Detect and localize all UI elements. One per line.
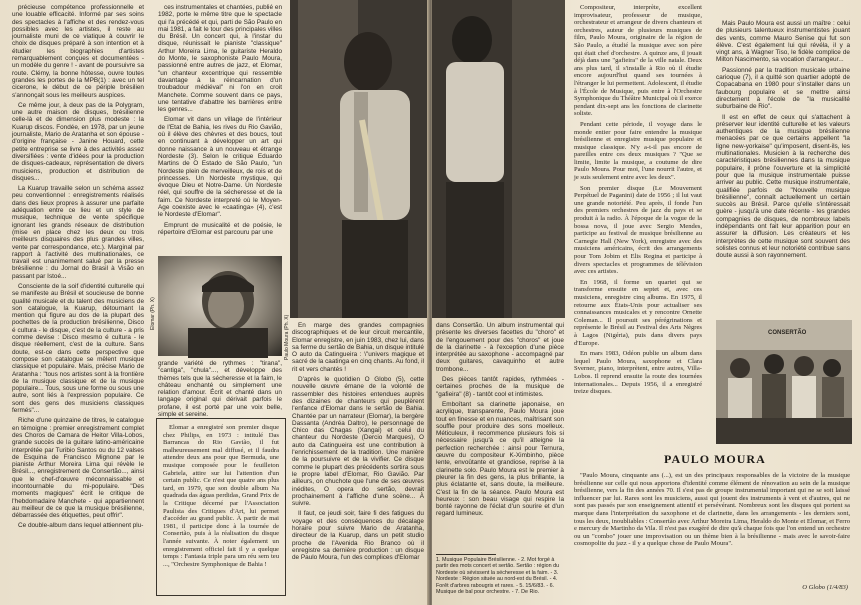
consertao-group-photo [716,320,852,444]
paragraph: D'après le quotidien O Globo (5), cette nouvelle œuvre émane de la volonté de rassembler des histoires entendues auprès des dizaines de chanteurs qui peuplèrent l'enfance d'Elomar dans le sertão de Bahia. Chantée par un narrateur (Elomar), la bergère Dassanta (Andréa Daltro), le personnage de Chico das Chagas (Xangai) et celui du chanteur du Nordeste (Dercio Marques), O auto da Catingueira est une contribution à l'enrichissement de la tradition. Une manière de la poursuivre et de la vivifier. Ce disque comme le plupart des précédents sortira sous le propre label d'Elomar, Rio Gavião. Par ailleurs, on chuchote que l'une de ses œuvres inédites, O opera do sertão, devrait prochainement à l'affiche d'une scène... À suivre. [292,376,424,508]
right-column-1 [436,322,564,550]
quote-box-title: PAULO MOURA [664,452,766,466]
paragraph: précieuse compétence professionnelle et une louable efficacité. Informé par ses soins des spectacles à l'affiche et des rendez-vous possibles avec les artistes, il reste au journaliste muni de ce viatique à couvrir le choix de disques préparé à son intention et à étudier les biographies d'artistes remarquablement conçues et documentées - un modèle du genre ! - avant de poursuivre sa route. Clémy, la bonne hôtesse, ouvre toutes grandes les portes de la MPB(1) : avec un tel cicerone, le début de ce périple brésilien s'annonçait sous les meilleurs auspices. [12,4,144,99]
consertao-sign-text: CONSERTÃO [768,330,807,336]
paragraph: Son premier disque (Le Mouvement Perpétuel de Paganini) date de 1956 ; il lui vaut une grande notoriété. Peu après, il fonde l'un des premiers orchestres de jazz du pays et se produit à la radio. À l'époque de la vogue de la bossa nova, il joue avec Sergio Mendes, participe au festival de musique brésilienne au Carnegie Hall (New York), enregistre avec des musiciens américains, écrit des arrangements pour Tom Jobim et Elis Regina et participe à divers spectacles et programmes de télévision avec ces artistes. [574,184,702,276]
paragraph: En 1968, il forme un quartet qui se transforme ensuite en septet et, avec ces musiciens, enregistre cinq albums. En 1975, il retourne aux États-Unis pour actualiser ses connaissances musicales et y rencontre Ornette Coleman... Il poursuit ses pérégrinations et représente le Brésil au Festival des Arts Nègres à Lagos (Nigéria), puis dans divers pays d'Europe. [574,278,702,347]
paragraph: En mars 1983, Odéon publie un album dans lequel Paulo Moura, saxophone et Clara Sverner, piano, interprètent, entre autres, Villa-Lobos. Il reprend ensuite la route des tournées internationales... Depuis 1956, il a enregistré treize disques. [574,350,702,396]
paragraph: Ce même jour, à deux pas de la Polygram, une autre maison de disques, brésilienne celle-là et de dimension plus modeste : la Kuarup discos. Fondée, en 1978, par un jeune journaliste, Mario de Aratanha et son épouse - d'origine française - Janine Houard, cette petite entreprise se livre à des activités assez diversifiées : vente d'idées pour la production de disques-cadeaux, représentation de divers musiciens, production et distribution de disques... [12,101,144,182]
paragraph: Emprunt de musicalité et de poésie, le répertoire d'Elomar est parcouru par une [158,221,282,236]
quote-box-text: "Paulo Moura, cinquante ans (...), est un des principaux responsables de la victoire de la musique brésilienne sur celle qui nous apportons d'identité comme élément de rénovation au sein de la musique brésilienne, vers la fin des années 70. Il s'est pas de groupe instrumental important qui ne se soit laissé influencer par lui. Rares sont les musiciens, aussi qui jouent des instruments à vent et d'autres, qui ne sont pas passés par son enseignement attentif et persévérant. Nombreux sont les disques qui portent sa marque dans l'interprétation du saxophone et de clarinette, dans les arrangements - les derniers sont, tous les deux, inoubliables : Consertão avec Arthur Moreira Lima, Heraldo do Monte et Elomar, et Ferro e mercury de Martinho da Vila. Il n'est pas exagéré de dire qu'à chaque fois que l'on entend un orchestre ou un "combo" jouer une improvisation ou un thème bien à la brésilienne - mais avec le savoir-faire cosmopolite du jazz - il y a quelque chose de Paulo Moura". [574,472,850,548]
paulo-moura-quote-box [574,450,852,596]
paragraph: Ce double-album dans lequel attiennent plu- [18,522,144,530]
paragraph: Des pièces tantôt rapides, rythmées - certaines proches de la musique de "gafieira" (8) - tantôt cool et intimistes. [436,376,564,398]
elomar-biography-text: Elomar a enregistré son premier disque chez Philips, en 1973 : intitulé Das Barrancas do Rio Gavião, il fut malheureusement mal diffusé, et il faudra attendre deux ans pour que Bermuda, une musique composée pour le feuilleton Gabriela, attire sur lui l'attention d'un certain public. Ce n'est que quatre ans plus tard, en 1979, que son double album Na quadrada das águas perdidas, Grand Prix de la Critique décerné par l'Association Paulista des Critiques d'Art, lui permet d'accéder au grand public. À partir de mai 1981, il participe donc à la tournée de Consertão, puis à la réalisation du disque l'année suivante. À noter également un enregistrement officiel fait il y a quelque temps : Fantasia triple para um réu sem teu ..., "Orchestre Symphonique de Bahia ! [163,424,279,568]
paulo-moura-photo-right-half [432,0,565,318]
paragraph: Elomar vit dans un village de l'intérieur de l'Etat de Bahia, les rives du Rio Gavião, où il élève des chèvres et des boucs, tout en continuant à développer un art qui donne naissance à un nouveau et étrange Nordeste (3). Selon le critique Eduardo Martins de O Estado de São Paulo, "un Nordeste plein de merveilleux, de rois et de princesses. Un Nordeste mystique, qui évoque Dieu et Notre-Dame. Un Nordeste réel, qui souffre de la sécheresse et de la faim. Ce Nordeste interpreté où le Moyen-Age coexiste avec le «caatinga» (4), c'est le Nordeste d'Elomar". [158,116,282,219]
paragraph: dans Consertão. Un album instrumental qui présente les diverses facettes du "choro" et de l'engouement pour des "choros" et joue de la clarinette - à l'exception d'une pièce interprétée au saxophone - accompagné par deux guitares, cavaquinho et autre trombone... [436,322,564,373]
paragraph: Il faut, ce jeudi soir, faire fi des fatigues du voyage et des conséquences du décalage horaire pour suivre Mario de Aratanha, directeur de la Kuarup, dans un petit studio proche de l'Avenida Rio Branco où il enregistre sa dernière production : un disque de Paulo Moura, l'un des complices d'Elomar [292,510,424,562]
paragraph: Emboîtant sa clarinette japonaise, en acrylique, transparente, Paulo Moura joue tout en finesse et en nuances, maîtrisant son souffle pour produire des sons moelleux. Méticuleux, il recommence plusieurs fois si nécessaire jusqu'à ce qu'il atteigne la perfection recherchée : ainsi pour Ternura, œuvre du compositeur K-Ximbinho, pièce lente, envoûtante et grandiose, reprise à la clarinette solo. Paulo Moura est le premier à pleurer la fin des gens, la plus brillante, la plus éclatante et, sans doute, la meilleure. C'est la fin de la séance. Paulo Moura est heureux : son beau visage qui respire la bonté rayonne de l'éclat d'un sourire et d'un regard lumineux. [436,400,564,518]
paragraph: Passionné par la tradition musicale urbaine carioque (7), il a quitté son quartier adopté de Copacabana en 1980 pour s'installer dans un faubourg populaire et se mettre ainsi directement à l'école de "la musicalité suburbaine de Rio". [716,66,850,111]
saxophonist-illustration-right [432,0,565,318]
paragraph: Compositeur, interprète, excellent improvisateur, professeur de musique, orchestrateur et arrangeur de divers chanteurs et orchestres, auteur de plusieurs musiques de film, Paulo Moura, originaire de la région de São Paulo, a étudié la musique avec son père qui était chef d'orchestre. A quinze ans, il jouait déjà dans une "gafieira" de la ville natale. Deux ans plus tard, il s'installe à Rio où il étudie encore aujourd'hui quand ses tournées à l'étranger le lui permettent. Adolescent, il étudie à l'École de Musique, puis entre à l'Orchestre Symphonique du Théâtre Municipal où il exerce pendant dix-sept ans les fonctions de clarinette soliste. [574,4,702,118]
elomar-photo [158,256,282,356]
footnote-rule [436,554,496,555]
right-column-3 [716,20,850,318]
left-column-1 [12,4,144,602]
right-column-2 [574,4,702,444]
paragraph: Consciente de la soif d'identité culturelle qui se manifeste au Brésil et soucieuse de bonne qualité musicale et du talent des musiciens de son catalogue, la Kuarup, détournant la mention qui figure au dos de la plupart des pochettes de la production brésilienne, Disco é cultura - le disque, c'est de la culture - a pris comme devise : Disco mesmo é cultura - le disque réellement, c'est de la culture. Sans doute, est-ce dans cette perspective que compose son catalogue se mêlent musique classique et populaire. Mais, précise Mario de Aratanha : "tous nos artistes sont à la frontière de la musique classique et de la musique populaire... Tous, sous une forme ou sous une autre, sont liés à l'expression populaire. Ce sont des gens des musiciens classiques fermés"... [12,282,144,415]
paragraph: En marge des grandes compagnies discographiques et de leur circuit mercantile, Elomar enregistre, en juin 1983, chez lui, dans sa ferme du sertão de Bahia, un disque intitulé O auto da Catingueira : \"univers magique et sacré de la caatinga en cinq chants. Au fond, il rit et vers chantés ! [292,322,424,373]
left-column-2b [158,360,282,419]
paragraph: Riche d'une quinzaine de titres, le catalogue en témoigne : premier enregistrement complet des Choros de Camara de Heitor Villa-Lobos, grande succès de la guitare latino-américaine interprétée par Turibio Santos ou du 12 valses de Esquina de Francisco Mignone par le pianiste Arthur Moreira Lima qui révèle le Brésil..., enregistrement de Consertão..., ainsi que le chef-d'œuvre méconnaissable et incontournable du mi-populaire. "Des moments magiques" écrit le critique de l'hebdomadaire Manchete - qui appartiennent au meilleur de ce que la musique brésilienne, débarrassée des étiquettes, peut offrir". [12,417,144,520]
paragraph: La Kuarup travaille selon un schéma assez peu conventionnel : enregistrements réalisés dans des lieux propres à assurer une parfaite adéquation entre ce lieu et un style de musique, technique de vente spécifique ignorant les grands réseaux de distribution (mise en place chez les deux ou trois meilleurs disquaires des plus grandes villes, vente par correspondance, etc.). Marginal par rapport à l'activité des multinationales, ce travail est unanimement salué par la presse brésilienne : du Jornal do Brasil à Visão en passant par Istoé... [12,185,144,280]
elomar-photo-caption: Elomar (Ph. X) [150,297,156,330]
paragraph: Mais Paulo Moura est aussi un maître : celui de plusieurs talentueux instrumentistes jouant des vents, comme Mauro Senise qui fut son élève. C'est également lui qui révéla, il y a vingt ans, à Wagner Tiso, le fidèle complice de Milton Nascimento, sa vocation d'arrangeur... [716,20,850,64]
left-column-2 [158,4,282,252]
paragraph: ces instrumentales et chantées, publié en 1982, porte le même titre que le spectacle qui l'a précédé et qui, parti de São Paulo en mai 1981, a fait le tour des principales villes du Brésil. Un concert qui, à l'instar du disque, réunissait le pianiste "classique" Arthur Moreira Lima, le guitariste Heraldo do Monte, le saxophoniste Paulo Moura, passionné entre autres de jazz, et Elomar, "un chanteur excentrique qui ressemble davantage à la réincarnation d'un troubadour médiéval" ni l'on en croit Manchete. Comme souvent dans ce pays, une tentative d'abattre les barrières entre les genres... [158,4,282,114]
paragraph: Il est en effet de ceux qui s'attachent à préserver leur identité culturelle et les valeurs authentiques de la musique brésilienne menacées par ce que certains appellent "la ligne new-yorkaise" qu'imposent, disent-ils, les multinationales. Musicien à la recherche des caractéristiques brésiliennes dans la musique populaire, il prône l'ouverture et la simplicité pour que la musique instrumentale puisse arriver au public. Cette musique instrumentale, qualifiée parfois de "Nouvelle musique brésilienne", connaît actuellement un certain succès au Brésil. Parce qu'elle s'intéressait guère - jusqu'à une date récente - les grandes compagnies de disques, de nombreux labels indépendants ont fait leur apparition pour en assurer la diffusion. Les créateurs et les interprètes de cette musique sont souvent des solistes connus et leur notoriété contribue sans doute aussi à son rayonnement. [716,113,850,260]
elomar-biography-box [156,418,286,596]
left-page [0,0,429,605]
saxophonist-illustration [290,0,427,318]
paragraph: Pendant cette période, il voyage dans le monde entier pour faire entendre la musique brésilienne et enregistre musique populaire et musique classique. N'y a-t-il pas encore de pareilles entre ces deux musiques ? "Que se limite, limite la musique, a coutume de dire Paulo Moura. Pour moi, l'une nourrit l'autre, et je suis seulement entre avec les deux". [574,120,702,182]
paulo-moura-photo [290,0,427,318]
musicians-group-illustration [716,320,852,444]
footnotes: 1. Musique Populaire Brésilienne. - 2. Mot forgé à partir des mots concert et sertão. Sertão : région du Nordeste où sévissent la sécheresse et la faim. - 3. Nordeste : Région située au nord-est du Brésil. - 4. Forêt d'arbres rabougris et rares. - 5. 15/6/83. - 6. Musique de bal pour orchestre. - 7. De Rio. [436,557,560,596]
left-column-3 [292,322,424,602]
quote-source: O Globo (1/4/83) [802,584,848,591]
right-page [432,0,861,605]
elomar-portrait-illustration [158,256,282,356]
paragraph: grande variété de rythmes : "tirana", "cantiga", "chula"..., et développe des thèmes tels que la sécheresse et la faim, le château enchanté ou simplement une relation d'amour. Écrit et chanté dans un langage original qui dérivait parfois le profane, il est porté par une voix belle, simple et sereine. [158,360,282,419]
paulo-moura-photo-caption: Paulo Moura (Ph. X) [284,314,290,360]
